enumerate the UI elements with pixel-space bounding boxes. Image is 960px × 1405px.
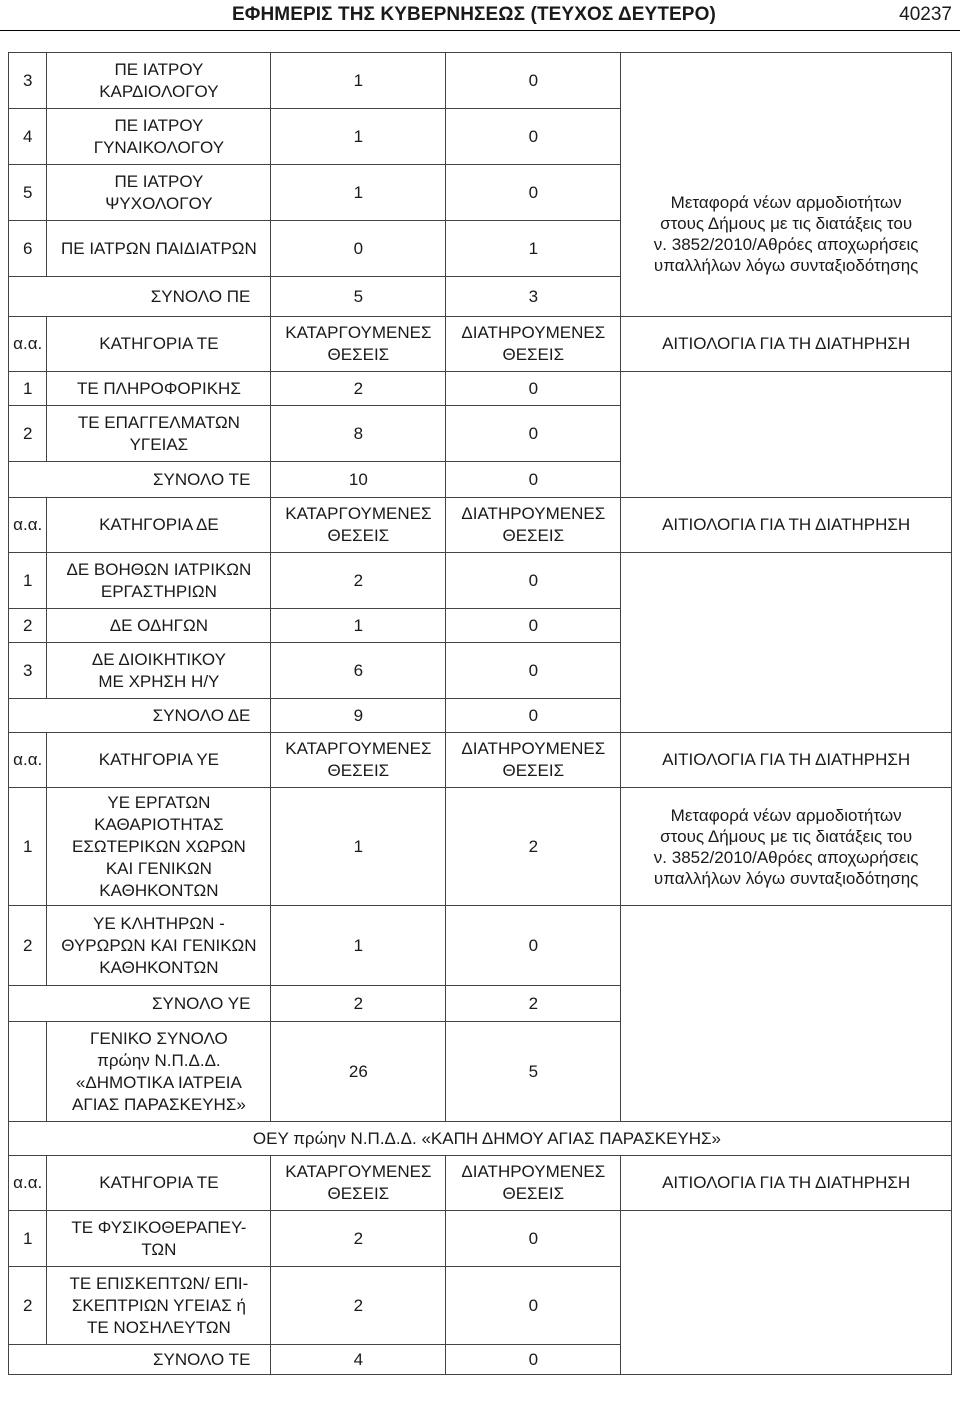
abolished-count: 1 [271,109,446,165]
reason-empty [621,906,952,1122]
retained-header: ΔΙΑΤΗΡΟΥΜΕΝΕΣ ΘΕΣΕΙΣ [446,1156,621,1211]
reason-empty [621,372,952,498]
reason-header: ΑΙΤΙΟΛΟΓΙΑ ΓΙΑ ΤΗ ΔΙΑΤΗΡΗΣΗ [621,498,952,553]
page-number: 40237 [899,4,952,25]
position-name: ΤΕ ΕΠΙΣΚΕΠΤΩΝ/ ΕΠΙ- ΣΚΕΠΤΡΙΩΝ ΥΓΕΙΑΣ ή ΤΕ ΝΟΣΗΛΕΥΤΩΝ [47,1267,271,1345]
grand-total-label: ΓΕΝΙΚΟ ΣΥΝΟΛΟ πρώην Ν.Π.Δ.Δ. «ΔΗΜΟΤΙΚΑ ΙΑΤΡΕΙΑ ΑΓΙΑΣ ΠΑΡΑΣΚΕΥΗΣ» [47,1022,271,1122]
reason-header: ΑΙΤΙΟΛΟΓΙΑ ΓΙΑ ΤΗ ΔΙΑΤΗΡΗΣΗ [621,317,952,372]
retained-header: ΔΙΑΤΗΡΟΥΜΕΝΕΣ ΘΕΣΕΙΣ [446,317,621,372]
position-name: ΤΕ ΕΠΑΓΓΕΛΜΑΤΩΝ ΥΓΕΙΑΣ [47,406,271,462]
abolished-header: ΚΑΤΑΡΓΟΥΜΕΝΕΣ ΘΕΣΕΙΣ [271,317,446,372]
reason-header: ΑΙΤΙΟΛΟΓΙΑ ΓΙΑ ΤΗ ΔΙΑΤΗΡΗΣΗ [621,733,952,788]
row-number: 2 [9,1267,47,1345]
total-label: ΣΥΝΟΛΟ ΠΕ [9,277,271,317]
aa-header: α.α. [9,1156,47,1211]
table-header-row [9,498,952,553]
total-retained: 2 [446,986,621,1022]
positions-table [8,52,952,1375]
position-name: ΔΕ ΟΔΗΓΩΝ [47,609,271,643]
row-number: 1 [9,788,47,906]
position-name: ΠΕ ΙΑΤΡΩΝ ΠΑΙΔΙΑΤΡΩΝ [47,221,271,277]
retained-count: 0 [446,53,621,109]
reason-header: ΑΙΤΙΟΛΟΓΙΑ ΓΙΑ ΤΗ ΔΙΑΤΗΡΗΣΗ [621,1156,952,1211]
retained-header: ΔΙΑΤΗΡΟΥΜΕΝΕΣ ΘΕΣΕΙΣ [446,498,621,553]
gazette-title: ΕΦΗΜΕΡΙΣ ΤΗΣ ΚΥΒΕΡΝΗΣΕΩΣ (ΤΕΥΧΟΣ ΔΕΥΤΕΡΟ) [232,4,716,25]
grand-total-retained: 5 [446,1022,621,1122]
abolished-count: 0 [271,221,446,277]
table-row [9,906,952,986]
total-abolished: 2 [271,986,446,1022]
position-name: ΤΕ ΦΥΣΙΚΟΘΕΡΑΠΕΥ- ΤΩΝ [47,1211,271,1267]
retained-count: 2 [446,788,621,906]
retained-count: 0 [446,406,621,462]
abolished-count: 1 [271,906,446,986]
retained-count: 1 [446,221,621,277]
retained-count: 0 [446,1211,621,1267]
abolished-header: ΚΑΤΑΡΓΟΥΜΕΝΕΣ ΘΕΣΕΙΣ [271,1156,446,1211]
table-row [9,372,952,406]
total-retained: 0 [446,462,621,498]
abolished-count: 1 [271,53,446,109]
row-number: 6 [9,221,47,277]
retained-count: 0 [446,643,621,699]
abolished-count: 6 [271,643,446,699]
total-label: ΣΥΝΟΛΟ ΥΕ [9,986,271,1022]
aa-header: α.α. [9,498,47,553]
row-number: 1 [9,372,47,406]
row-number: 2 [9,609,47,643]
retained-count: 0 [446,109,621,165]
category-header: ΚΑΤΗΓΟΡΙΑ ΔΕ [47,498,271,553]
abolished-count: 1 [271,165,446,221]
abolished-count: 8 [271,406,446,462]
position-name: ΥΕ ΚΛΗΤΗΡΩΝ - ΘΥΡΩΡΩΝ ΚΑΙ ΓΕΝΙΚΩΝ ΚΑΘΗΚΟΝΤΩΝ [47,906,271,986]
aa-header: α.α. [9,317,47,372]
abolished-header: ΚΑΤΑΡΓΟΥΜΕΝΕΣ ΘΕΣΕΙΣ [271,733,446,788]
row-number: 3 [9,53,47,109]
abolished-count: 1 [271,609,446,643]
row-number: 4 [9,109,47,165]
position-name: ΠΕ ΙΑΤΡΟΥ ΓΥΝΑΙΚΟΛΟΓΟΥ [47,109,271,165]
row-number: 2 [9,406,47,462]
category-header: ΚΑΤΗΓΟΡΙΑ ΥΕ [47,733,271,788]
grand-total-abolished: 26 [271,1022,446,1122]
retained-count: 0 [446,165,621,221]
retained-count: 0 [446,906,621,986]
table-header-row [9,1156,952,1211]
retained-count: 0 [446,609,621,643]
position-name: ΠΕ ΙΑΤΡΟΥ ΚΑΡΔΙΟΛΟΓΟΥ [47,53,271,109]
total-label: ΣΥΝΟΛΟ ΤΕ [9,462,271,498]
retained-header: ΔΙΑΤΗΡΟΥΜΕΝΕΣ ΘΕΣΕΙΣ [446,733,621,788]
row-number: 2 [9,906,47,986]
total-label: ΣΥΝΟΛΟ ΤΕ [9,1345,271,1375]
retention-reason: Μεταφορά νέων αρμοδιοτήτων στους Δήμους με τις διατάξεις του ν. 3852/2010/Αθρόες αποχωρήσεις υπαλλήλων λόγω συνταξιοδότησης [621,788,952,906]
total-label: ΣΥΝΟΛΟ ΔΕ [9,699,271,733]
retained-count: 0 [446,1267,621,1345]
table-row [9,53,952,109]
total-abolished: 4 [271,1345,446,1375]
total-abolished: 9 [271,699,446,733]
aa-header: α.α. [9,733,47,788]
position-name: ΔΕ ΒΟΗΘΩΝ ΙΑΤΡΙΚΩΝ ΕΡΓΑΣΤΗΡΙΩΝ [47,553,271,609]
reason-empty [621,553,952,733]
abolished-count: 2 [271,1211,446,1267]
reason-empty [621,1211,952,1375]
retention-reason: Μεταφορά νέων αρμοδιοτήτων στους Δήμους με τις διατάξεις του ν. 3852/2010/Αθρόες αποχωρήσεις υπαλλήλων λόγω συνταξιοδότησης [621,53,952,317]
abolished-count: 2 [271,1267,446,1345]
total-abolished: 10 [271,462,446,498]
total-retained: 0 [446,699,621,733]
row-number: 1 [9,1211,47,1267]
abolished-count: 2 [271,372,446,406]
category-header: ΚΑΤΗΓΟΡΙΑ ΤΕ [47,1156,271,1211]
abolished-count: 1 [271,788,446,906]
table-row [9,788,952,906]
category-header: ΚΑΤΗΓΟΡΙΑ ΤΕ [47,317,271,372]
table-header-row [9,317,952,372]
section-title: ΟΕΥ πρώην Ν.Π.Δ.Δ. «ΚΑΠΗ ΔΗΜΟΥ ΑΓΙΑΣ ΠΑΡΑΣΚΕΥΗΣ» [9,1122,952,1156]
row-number: 5 [9,165,47,221]
abolished-header: ΚΑΤΑΡΓΟΥΜΕΝΕΣ ΘΕΣΕΙΣ [271,498,446,553]
position-name: ΤΕ ΠΛΗΡΟΦΟΡΙΚΗΣ [47,372,271,406]
total-retained: 3 [446,277,621,317]
position-name: ΥΕ ΕΡΓΑΤΩΝ ΚΑΘΑΡΙΟΤΗΤΑΣ ΕΣΩΤΕΡΙΚΩΝ ΧΩΡΩΝ ΚΑΙ ΓΕΝΙΚΩΝ ΚΑΘΗΚΟΝΤΩΝ [47,788,271,906]
blank-cell [9,1022,47,1122]
total-abolished: 5 [271,277,446,317]
retained-count: 0 [446,372,621,406]
position-name: ΔΕ ΔΙΟΙΚΗΤΙΚΟΥ ΜΕ ΧΡΗΣΗ Η/Υ [47,643,271,699]
retained-count: 0 [446,553,621,609]
row-number: 1 [9,553,47,609]
row-number: 3 [9,643,47,699]
position-name: ΠΕ ΙΑΤΡΟΥ ΨΥΧΟΛΟΓΟΥ [47,165,271,221]
section-title-row [9,1122,952,1156]
abolished-count: 2 [271,553,446,609]
total-retained: 0 [446,1345,621,1375]
page-header [0,0,960,31]
table-row [9,1211,952,1267]
table-row [9,553,952,609]
table-header-row [9,733,952,788]
